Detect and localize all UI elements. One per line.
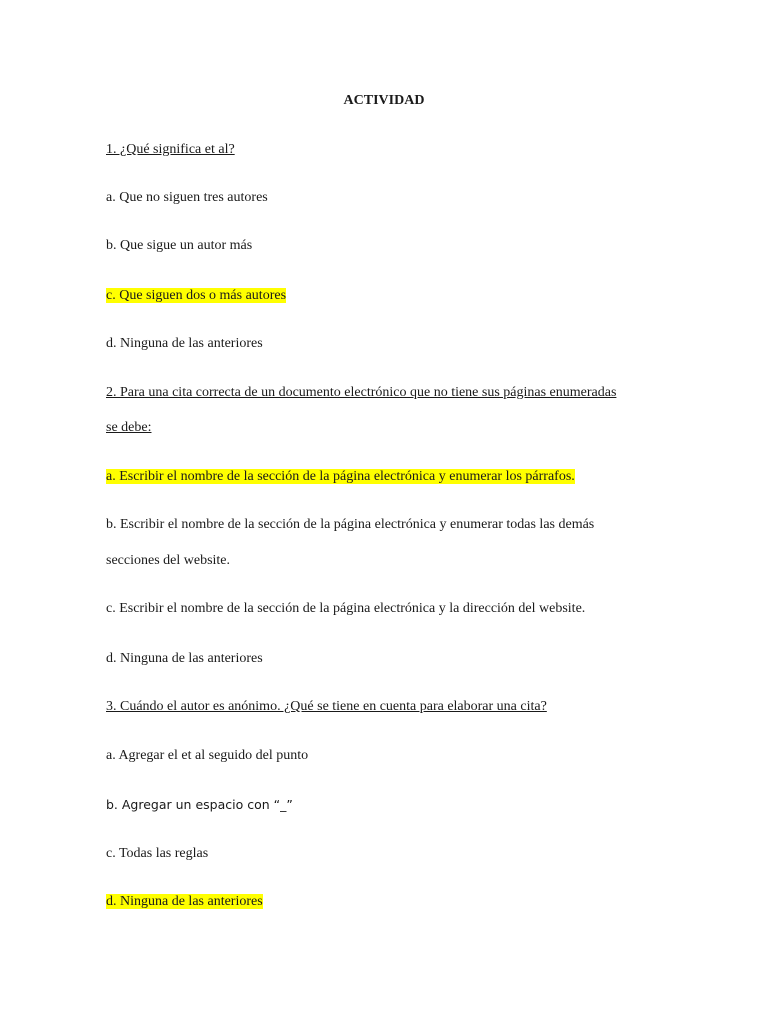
question-3-prompt: 3. Cuándo el autor es anónimo. ¿Qué se tiene en cuenta para elaborar una cita? [106,699,547,714]
question-2-option-b-line-1: b. Escribir el nombre de la sección de la página electrónica y enumerar todas las demás [106,517,595,532]
question-3-option-a: a. Agregar el et al seguido del punto [106,748,309,763]
page-title: ACTIVIDAD [343,93,425,108]
question-1-option-a: a. Que no siguen tres autores [106,190,268,205]
question-1-prompt: 1. ¿Qué significa et al? [106,142,235,157]
question-2-option-b-line-2: secciones del website. [106,553,231,568]
question-3-option-c: c. Todas las reglas [106,846,209,861]
question-2-option-a-highlighted: a. Escribir el nombre de la sección de la página electrónica y enumerar los párrafos. [106,469,575,484]
question-1-option-b: b. Que sigue un autor más [106,238,253,253]
question-2-option-d: d. Ninguna de las anteriores [106,651,263,666]
question-2-prompt-line-2: se debe: [106,420,152,435]
question-3-option-b: b. Agregar un espacio con “_” [106,797,293,812]
question-1-option-c-highlighted: c. Que siguen dos o más autores [106,288,287,303]
question-2-option-c: c. Escribir el nombre de la sección de la página electrónica y la dirección del website. [106,601,586,616]
question-2-prompt-line-1: 2. Para una cita correcta de un documento electrónico que no tiene sus páginas enumeradas [106,385,617,400]
question-3-option-d-highlighted: d. Ninguna de las anteriores [106,894,263,909]
question-1-option-d: d. Ninguna de las anteriores [106,336,263,351]
